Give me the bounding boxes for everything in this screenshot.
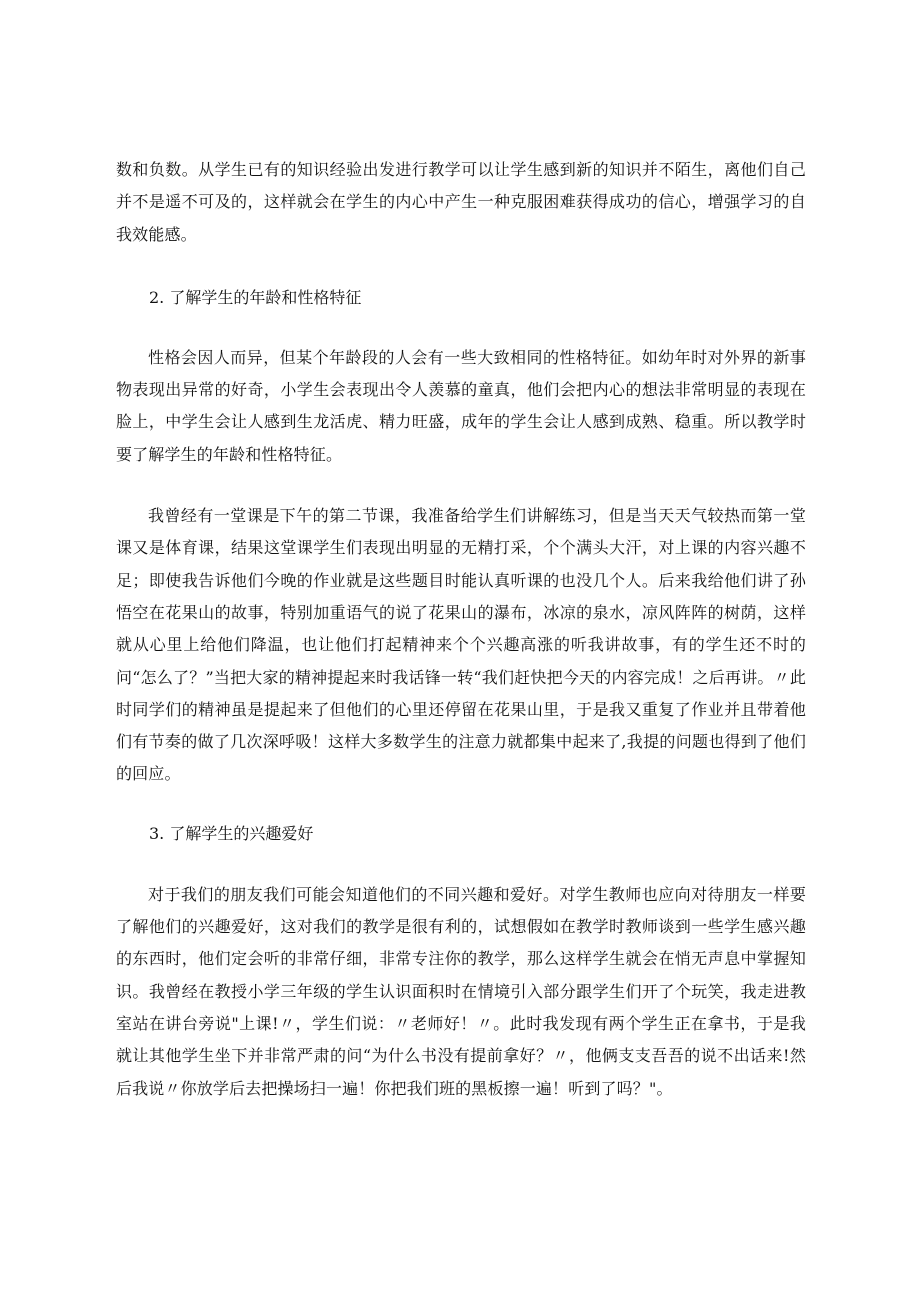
section-heading-age-personality: 2. 了解学生的年龄和性格特征 [149, 287, 362, 307]
paragraph-class-story: 我曾经有一堂课是下午的第二节课，我准备给学生们讲解练习，但是当天天气较热而第一堂课又是体育课，结果这堂课学生们表现出明显的无精打采，个个满头大汗，对上课的内容兴趣不足；即使我告诉他们今晚的作业就是这些题目时能认真听课的也没几个人。后来我给他们讲了孙悟空在花果山的故事，特别加重语气的说了花果山的瀑布，冰凉的泉水，凉风阵阵的树荫，这样就从心里上给他们降温，也让他们打起精神来个个兴趣高涨的听我讲故事，有的学生还不时的问“怎么了？”当把大家的精神提起来时我话锋一转“我们赶快把今天的内容完成！之后再讲。〃此时同学们的精神虽是提起来了但他们的心里还停留在花果山里，于是我又重复了作业并且带着他们有节奏的做了几次深呼吸！这样大多数学生的注意力就都集中起来了,我提的问题也得到了他们的回应。 [116, 506, 806, 784]
paragraph-personality: 性格会因人而异，但某个年龄段的人会有一些大致相同的性格特征。如幼年时对外界的新事物表现出异常的好奇，小学生会表现出令人羡慕的童真，他们会把内心的想法非常明显的表现在脸上，中学生会让人感到生龙活虎、精力旺盛，成年的学生会让人感到成熟、稳重。所以教学时要了解学生的年龄和性格特征。 [116, 347, 806, 464]
section-heading-interests: 3. 了解学生的兴趣爱好 [149, 823, 314, 843]
paragraph-interests: 对于我们的朋友我们可能会知道他们的不同兴趣和爱好。对学生教师也应向对待朋友一样要了解他们的兴趣爱好，这对我们的教学是很有利的，试想假如在教学时教师谈到一些学生感兴趣的东西时，他们定会听的非常仔细，非常专注你的教学，那么这样学生就会在悄无声息中掌握知识。我曾经在教授小学三年级的学生认识面积时在情境引入部分跟学生们开了个玩笑，我走进教室站在讲台旁说"上课!〃，学生们说：〃老师好！〃。此时我发现有两个学生正在拿书，于是我就让其他学生坐下并非常严肃的问“为什么书没有提前拿好？〃，他俩支支吾吾的说不出话来!然后我说〃你放学后去把操场扫一遍！你把我们班的黑板擦一遍！听到了吗？"。 [116, 884, 806, 1098]
document-body [116, 154, 806, 1105]
paragraph-continuation: 数和负数。从学生已有的知识经验出发进行教学可以让学生感到新的知识并不陌生，离他们自己并不是遥不可及的，这样就会在学生的内心中产生一种克服困难获得成功的信心，增强学习的自我效能感。 [116, 160, 806, 244]
